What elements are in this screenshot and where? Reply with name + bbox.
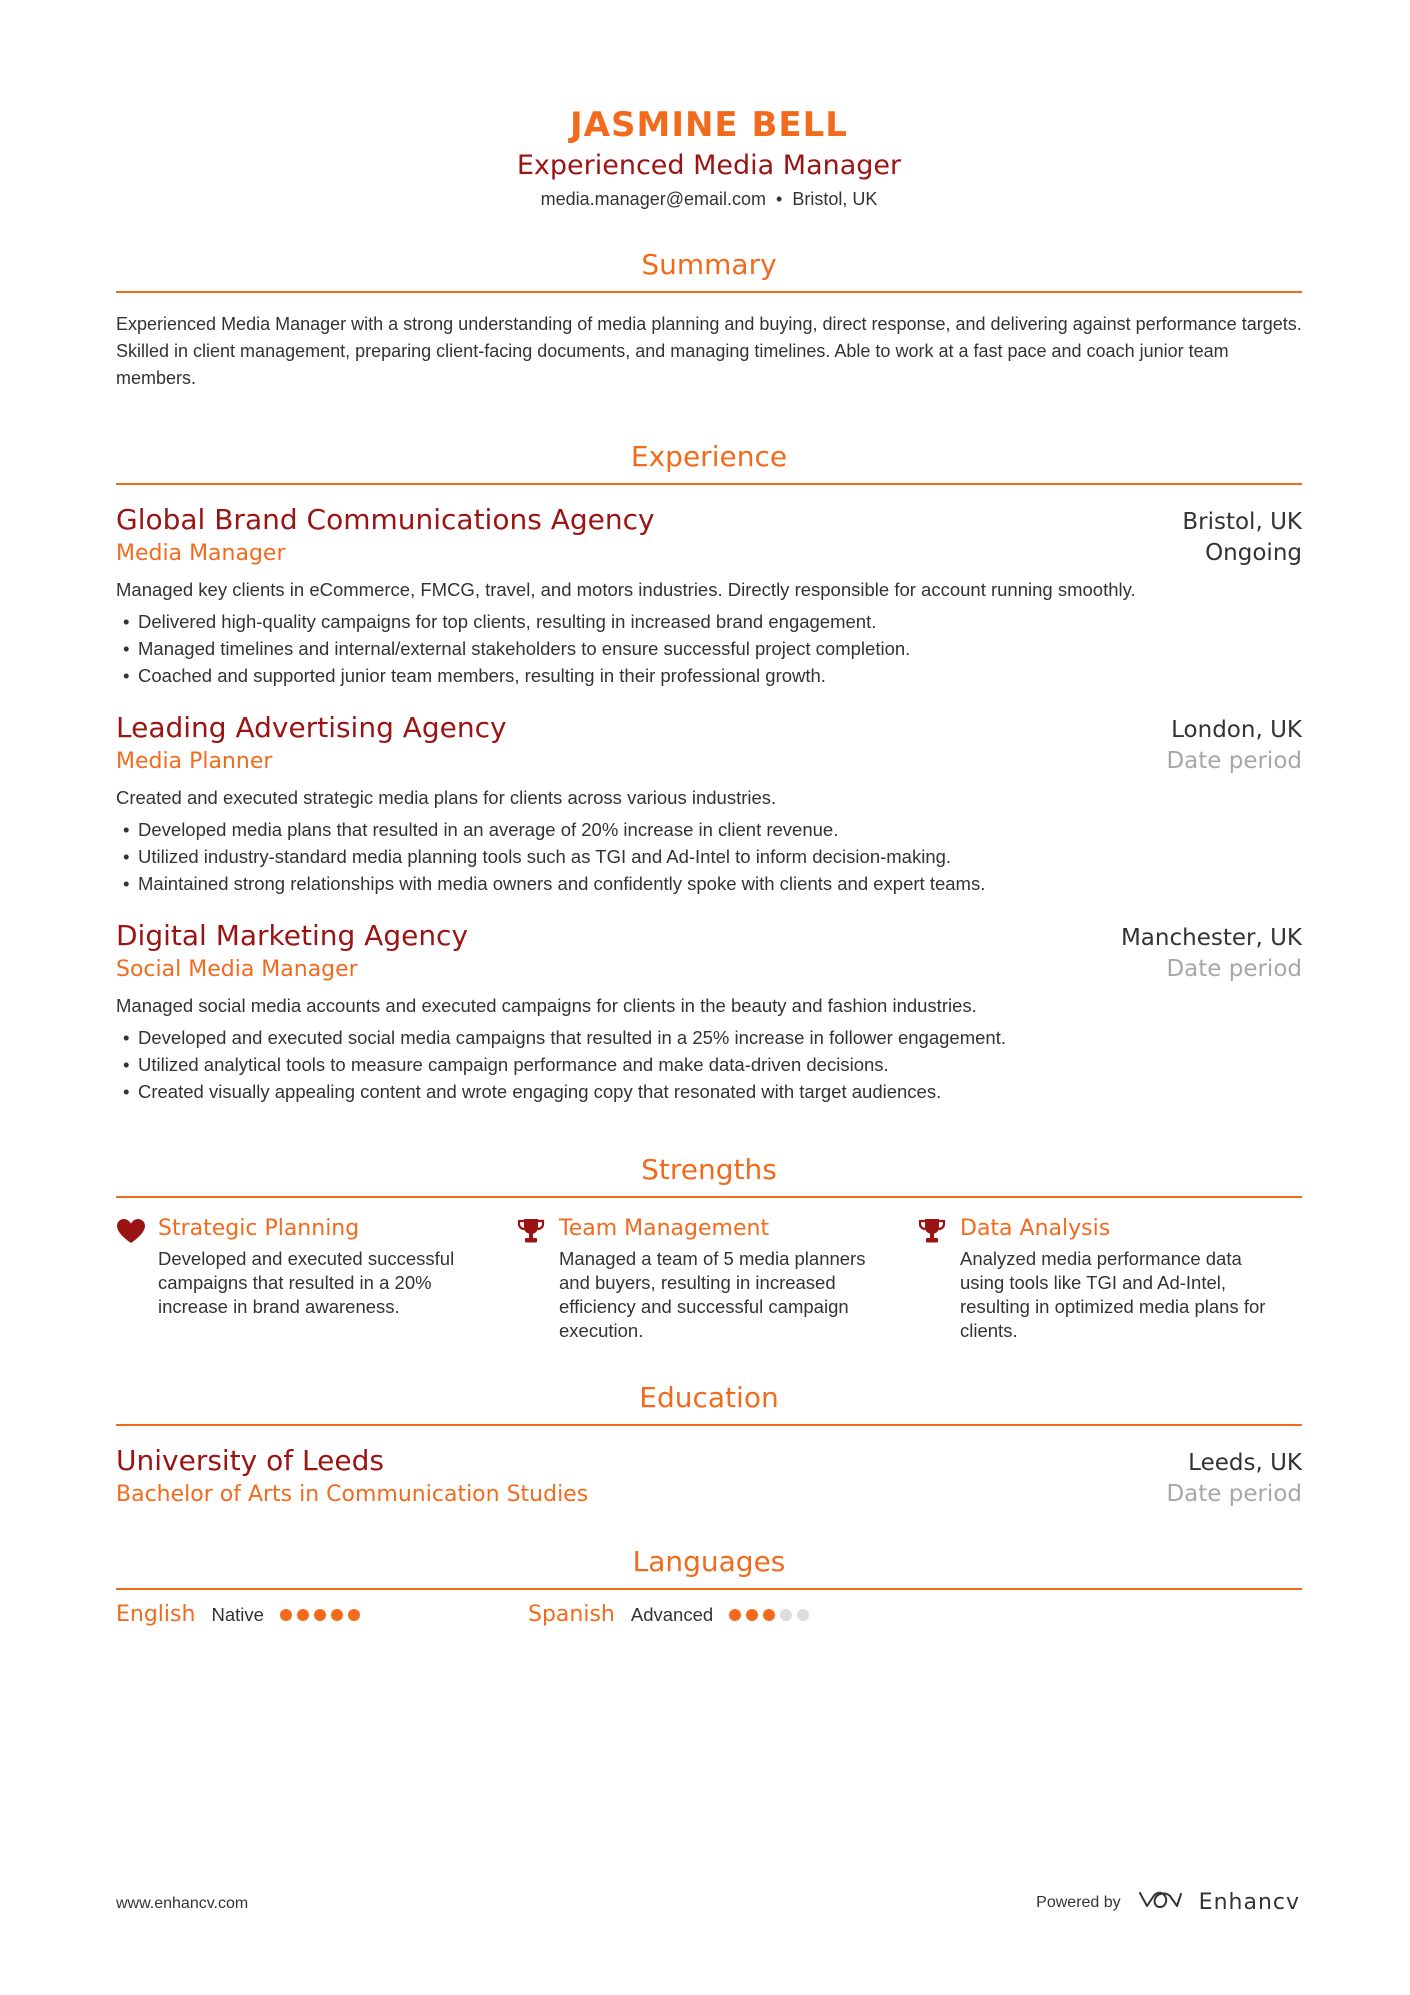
language-rating <box>280 1609 360 1621</box>
job-bullet: • Developed media plans that resulted in an average of 20% increase in client revenue. <box>116 816 1302 843</box>
job-bullet: • Created visually appealing content and wrote engaging copy that resonated with target audiences. <box>116 1078 1302 1105</box>
section-heading-education: Education <box>639 1381 779 1414</box>
language-item <box>528 1602 940 1627</box>
company-name: Global Brand Communications Agency <box>116 503 655 536</box>
job-bullet: • Maintained strong relationships with media owners and confidently spoke with clients and expert teams. <box>116 870 1302 897</box>
resume-header <box>116 105 1302 210</box>
language-name: English <box>116 1602 196 1627</box>
resume-page <box>116 100 1302 1627</box>
heart-icon <box>116 1216 158 1343</box>
strengths-section <box>116 1153 1302 1343</box>
education-section <box>116 1381 1302 1507</box>
section-divider <box>116 483 1302 485</box>
strength-item <box>116 1216 500 1343</box>
rating-dot-filled <box>280 1609 292 1621</box>
job-location: Bristol, UK <box>1182 509 1302 535</box>
experience-section <box>116 440 1302 1105</box>
rating-dot-empty <box>780 1609 792 1621</box>
job-description: Managed social media accounts and executed campaigns for clients in the beauty and fashion industries. <box>116 995 977 1016</box>
languages-section <box>116 1545 1302 1627</box>
strength-title: Team Management <box>559 1216 770 1241</box>
footer-website-link[interactable]: www.enhancv.com <box>116 1895 249 1912</box>
brand-name[interactable]: Enhancv <box>1198 1890 1300 1915</box>
section-divider <box>116 1424 1302 1426</box>
rating-dot-filled <box>746 1609 758 1621</box>
section-heading-languages: Languages <box>632 1545 786 1578</box>
job-bullet: • Developed and executed social media campaigns that resulted in a 25% increase in follower engagement. <box>116 1024 1302 1051</box>
summary-text: Experienced Media Manager with a strong understanding of media planning and buying, direct response, and delivering against performance targets. Skilled in client management, preparing client-facing documents, and managing timelines. Able to work at a fast pace and coach junior team members. <box>116 314 1302 388</box>
contact-location: Bristol, UK <box>792 189 878 209</box>
rating-dot-filled <box>348 1609 360 1621</box>
rating-dot-filled <box>297 1609 309 1621</box>
company-name: Leading Advertising Agency <box>116 711 507 744</box>
job-role: Media Manager <box>116 541 286 566</box>
rating-dot-filled <box>331 1609 343 1621</box>
strength-title: Strategic Planning <box>158 1216 360 1241</box>
education-entry <box>116 1444 1302 1507</box>
candidate-title: Experienced Media Manager <box>516 150 902 181</box>
job-role: Media Planner <box>116 749 273 774</box>
contact-line <box>116 189 1302 210</box>
job-bullets <box>116 816 1302 897</box>
job-description: Created and executed strategic media plans for clients across various industries. <box>116 787 777 808</box>
section-heading-experience: Experience <box>630 440 788 473</box>
rating-dot-empty <box>797 1609 809 1621</box>
powered-by-text: Powered by <box>1036 1893 1121 1911</box>
language-item <box>116 1602 528 1627</box>
strength-description: Managed a team of 5 media planners and buyers, resulting in increased efficiency and successful campaign execution. <box>559 1248 866 1341</box>
language-name: Spanish <box>528 1602 615 1627</box>
job-bullets <box>116 1024 1302 1105</box>
rating-dot-filled <box>314 1609 326 1621</box>
experience-entry <box>116 503 1302 689</box>
section-divider <box>116 1588 1302 1590</box>
job-description: Managed key clients in eCommerce, FMCG, travel, and motors industries. Directly responsible for account running smoothly. <box>116 579 1136 600</box>
experience-entry <box>116 711 1302 897</box>
school-name: University of Leeds <box>116 1444 384 1477</box>
trophy-icon <box>918 1216 960 1343</box>
education-date: Date period <box>1166 1481 1302 1507</box>
language-level: Advanced <box>630 1604 714 1625</box>
trophy-icon <box>517 1216 559 1343</box>
job-date: Ongoing <box>1205 540 1302 566</box>
job-role: Social Media Manager <box>116 957 358 982</box>
strength-description: Analyzed media performance data using tools like TGI and Ad-Intel, resulting in optimized media plans for clients. <box>960 1248 1266 1341</box>
section-divider <box>116 1196 1302 1198</box>
section-heading-strengths: Strengths <box>641 1153 777 1186</box>
summary-section <box>116 248 1302 392</box>
job-bullets <box>116 608 1302 689</box>
job-location: Manchester, UK <box>1120 925 1302 951</box>
language-level: Native <box>211 1604 264 1625</box>
strength-description: Developed and executed successful campaigns that resulted in a 20% increase in brand awareness. <box>158 1248 455 1317</box>
experience-entry <box>116 919 1302 1105</box>
job-bullet: • Coached and supported junior team members, resulting in their professional growth. <box>116 662 1302 689</box>
footer-branding <box>1036 1888 1300 1917</box>
school-location: Leeds, UK <box>1188 1450 1302 1476</box>
separator-dot: • <box>776 189 783 209</box>
strength-item <box>517 1216 901 1343</box>
email-link[interactable]: media.manager@email.com <box>540 189 767 209</box>
job-bullet: • Delivered high-quality campaigns for top clients, resulting in increased brand engagement. <box>116 608 1302 635</box>
job-bullet: • Utilized analytical tools to measure campaign performance and make data-driven decisions. <box>116 1051 1302 1078</box>
degree: Bachelor of Arts in Communication Studies <box>116 1482 589 1507</box>
section-divider <box>116 291 1302 293</box>
language-rating <box>729 1609 809 1621</box>
job-bullet: • Managed timelines and internal/external stakeholders to ensure successful project completion. <box>116 635 1302 662</box>
section-heading-summary: Summary <box>641 248 777 281</box>
job-location: London, UK <box>1171 717 1302 743</box>
candidate-name: JASMINE BELL <box>570 105 848 145</box>
job-bullet: • Utilized industry-standard media planning tools such as TGI and Ad-Intel to inform decision-making. <box>116 843 1302 870</box>
strength-title: Data Analysis <box>960 1216 1111 1241</box>
job-date: Date period <box>1166 748 1302 774</box>
enhancv-logo-icon <box>1137 1888 1183 1917</box>
company-name: Digital Marketing Agency <box>116 919 469 952</box>
rating-dot-filled <box>729 1609 741 1621</box>
strength-item <box>918 1216 1302 1343</box>
rating-dot-filled <box>763 1609 775 1621</box>
job-date: Date period <box>1166 956 1302 982</box>
